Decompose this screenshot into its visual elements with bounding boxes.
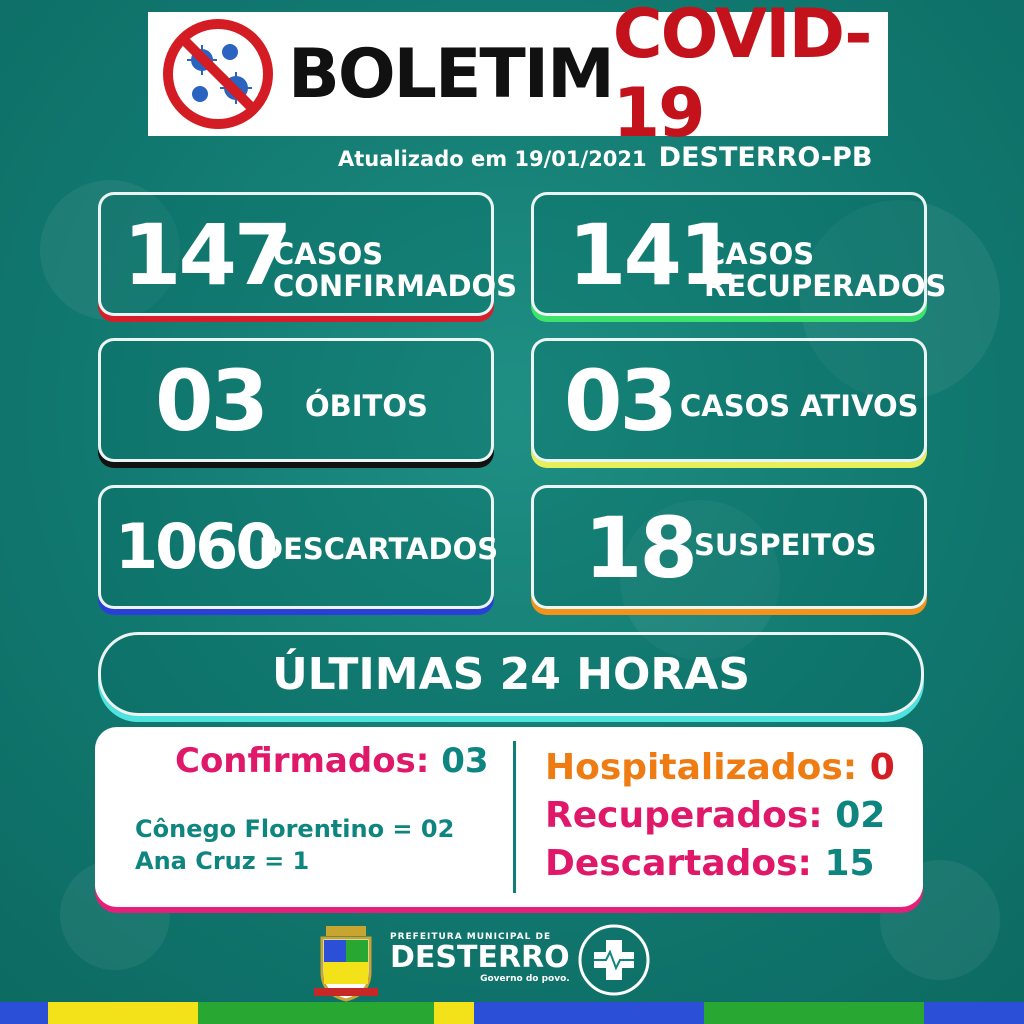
updated-date: Atualizado em 19/01/2021 [338,147,647,171]
title-banner [148,0,888,153]
deaths-count: 03 [155,352,266,450]
breakdown-item: Ana Cruz = 1 [135,847,310,875]
update-line [338,142,872,178]
title-covid: COVID-19 [612,0,871,153]
recovered-label-2: RECUPERADOS [704,269,947,303]
secretaria-line [546,920,660,977]
confirmed-label-2: CONFIRMADOS [273,269,518,303]
recuperados-row [545,795,885,836]
active-count: 03 [564,352,675,450]
card-recovered [531,192,947,316]
recuperados-label: Recuperados: [545,795,823,836]
card-discarded [98,485,499,609]
card-confirmed [98,192,518,316]
last-24h-title: ÚLTIMAS 24 HORAS [271,648,751,700]
prefeitura-logo [390,932,570,984]
city-slogan: Governo do povo. [480,974,570,984]
page-title [288,0,888,153]
city-name: DESTERRO [390,940,570,975]
hospitalizados-row [545,747,895,788]
footer-logos [310,920,710,1004]
no-virus-icon [162,18,274,130]
city-coat-of-arms-icon [310,922,382,1002]
prefeitura-line: PREFEITURA MUNICIPAL DE [390,932,552,942]
secretaria-slogan [546,977,662,1004]
confirmed-label-1: CASOS [273,237,384,271]
bottom-stripes [0,1002,1024,1024]
suspects-label: SUSPEITOS [694,528,877,562]
card-suspects [531,485,927,609]
active-label: CASOS ATIVOS [680,389,919,423]
last-24h-header [98,632,924,716]
descartados-label: Descartados: [545,843,812,884]
recovered-count: 141 [568,206,735,304]
stripe [924,1002,1024,1024]
stripe [48,1002,198,1024]
city-label: DESTERRO-PB [658,142,873,173]
discarded-count: 1060 [115,510,276,583]
stripe [434,1002,474,1024]
descartados-value: 15 [824,843,875,884]
hospitalizados-value: 0 [869,747,895,788]
confirmados-row [175,741,489,781]
deaths-label: ÓBITOS [305,389,428,423]
discarded-label: DESCARTADOS [259,532,499,566]
breakdown-item: Cônego Florentino = 02 [135,815,455,843]
suspects-count: 18 [584,499,695,597]
descartados-row [545,843,875,884]
hospitalizados-label: Hospitalizados: [545,747,858,788]
confirmed-count: 147 [123,206,290,304]
panel-divider [513,741,516,893]
stripe [704,1002,924,1024]
card-active [531,338,927,462]
recuperados-value: 02 [835,795,886,836]
confirmados-value: 03 [441,741,489,781]
stripe [198,1002,434,1024]
card-deaths [98,338,494,462]
stripe [0,1002,48,1024]
recovered-label-1: CASOS [704,237,815,271]
confirmados-label: Confirmados: [175,741,430,781]
title-boletim: BOLETIM [288,34,613,114]
stripe [474,1002,704,1024]
last-24h-panel [95,727,923,907]
